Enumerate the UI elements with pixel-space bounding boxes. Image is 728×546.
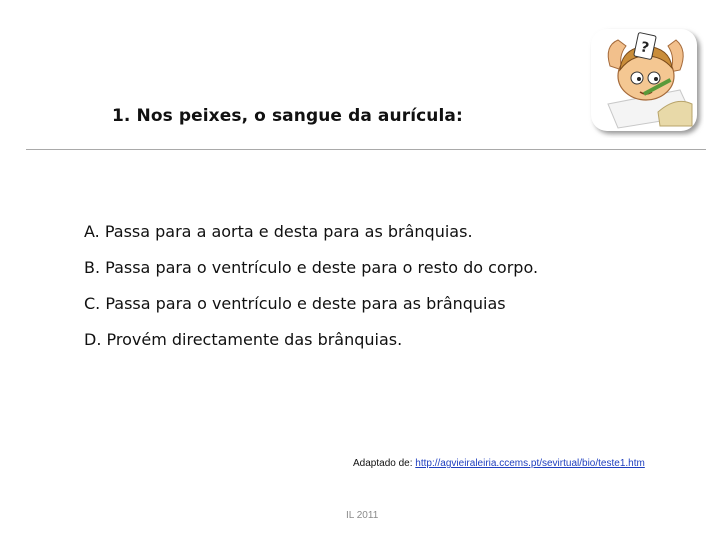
source-credit xyxy=(353,458,645,469)
option-a: A. Passa para a aorta e desta para as brânquias. xyxy=(84,222,473,241)
svg-text:?: ? xyxy=(639,39,651,57)
option-d: D. Provém directamente das brânquias. xyxy=(84,330,403,349)
divider xyxy=(26,149,706,150)
option-b: B. Passa para o ventrículo e deste para o resto do corpo. xyxy=(84,258,539,277)
thinking-student-icon xyxy=(588,26,704,138)
option-c: C. Passa para o ventrículo e deste para as brânquias xyxy=(84,294,506,313)
footer-label: IL 2011 xyxy=(346,510,379,521)
question-title: 1. Nos peixes, o sangue da aurícula: xyxy=(112,106,463,126)
credit-prefix: Adaptado de: xyxy=(353,458,413,469)
options-list xyxy=(84,221,538,365)
source-link[interactable]: http://agvieiraleiria.ccems.pt/sevirtual/bio/teste1.htm xyxy=(415,458,645,469)
